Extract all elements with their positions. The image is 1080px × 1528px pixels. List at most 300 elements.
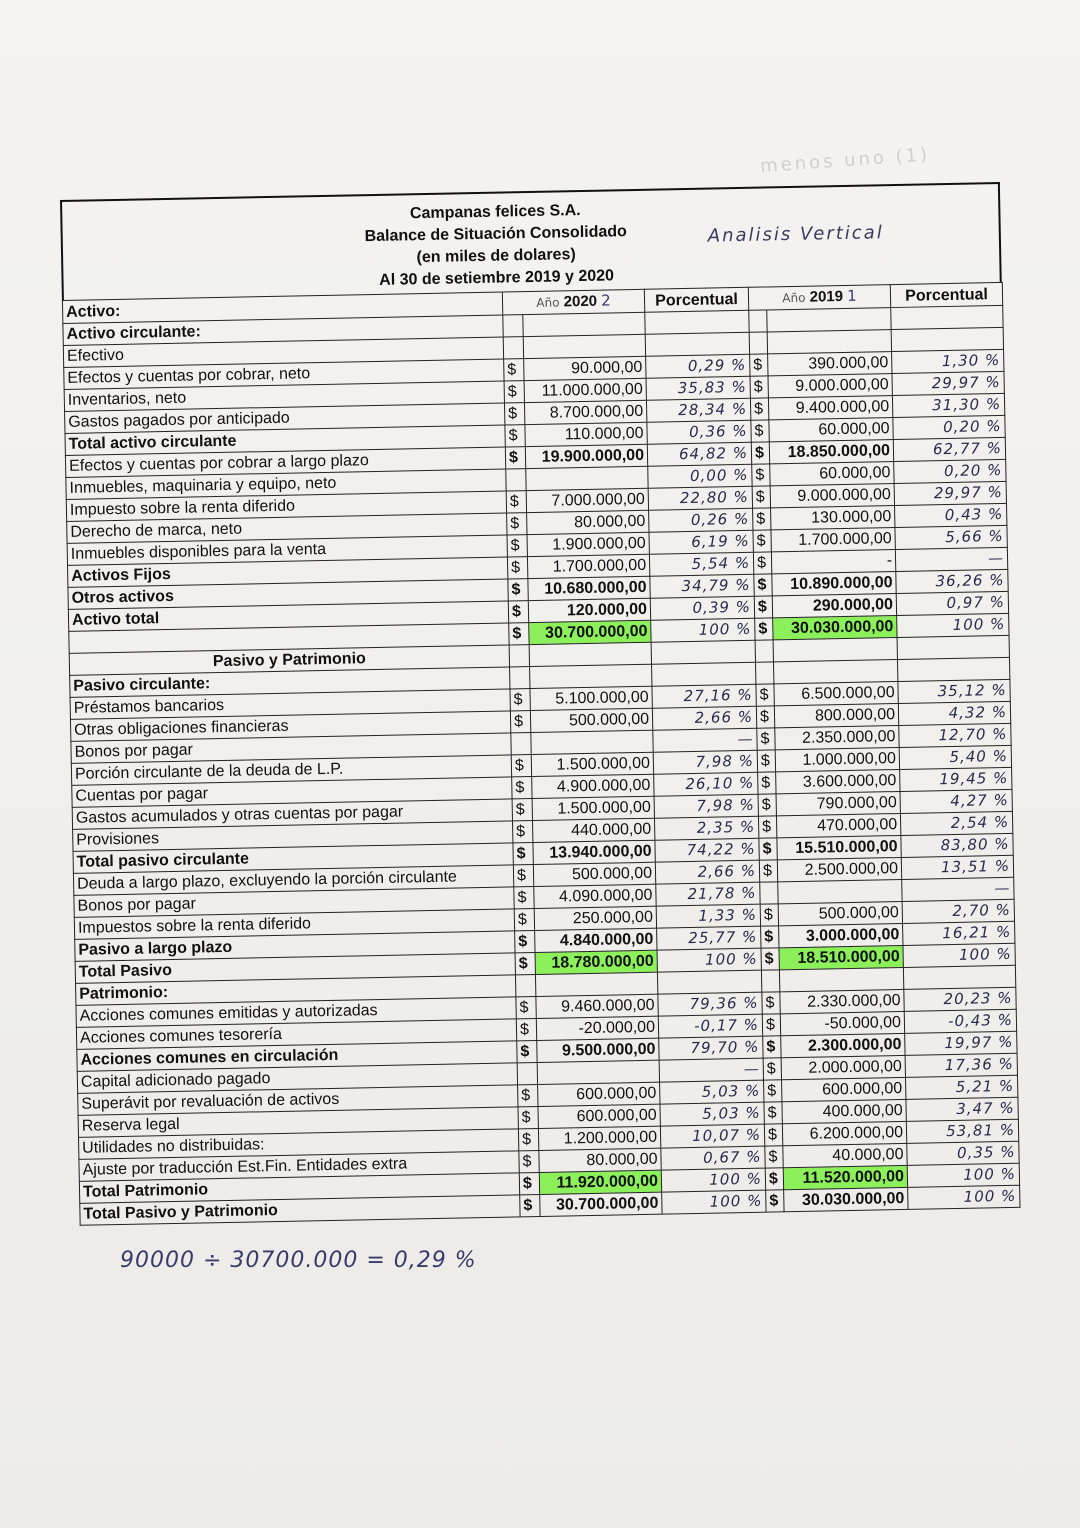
- row-label: Total Patrimonio: [79, 1173, 519, 1203]
- value-2020: [526, 466, 648, 490]
- year-2019-mark: 1: [847, 286, 857, 305]
- value-2019: 9.000.000,00: [770, 484, 894, 508]
- percent-2019: 31,30 %: [892, 393, 1004, 417]
- row-label: Deuda a largo plazo, excluyendo la porción circulante: [73, 865, 513, 895]
- row-label: Patrimonio:: [76, 975, 516, 1005]
- value-2020: 1.900.000,00: [527, 532, 649, 556]
- currency-2019: $: [762, 1014, 780, 1036]
- value-2020: 4.840.000,00: [535, 928, 657, 952]
- percent-2020: 2,35 %: [654, 816, 758, 840]
- year-2020-label: 2020: [563, 292, 598, 311]
- value-2019: 9.400.000,00: [768, 396, 892, 420]
- currency-2020: $: [514, 887, 534, 909]
- percent-2020: 0,36 %: [647, 420, 751, 444]
- currency-2019: $: [765, 1168, 783, 1190]
- percent-2020: 27,16 %: [652, 684, 756, 708]
- row-label: Total activo circulante: [65, 425, 505, 455]
- value-2019: 30.030.000,00: [784, 1187, 908, 1211]
- percent-2020: 5,54 %: [649, 552, 753, 576]
- currency-2019: $: [763, 1058, 781, 1080]
- value-2020: -20.000,00: [536, 1016, 658, 1040]
- percent-2020: 100 %: [661, 1168, 765, 1192]
- currency-2020: $: [508, 579, 528, 601]
- percent-2019: 0,20 %: [894, 459, 1006, 483]
- currency-2019: $: [760, 904, 778, 926]
- percent-2019: 0,97 %: [896, 591, 1008, 615]
- currency-2019: $: [765, 1146, 783, 1168]
- currency-2020: $: [512, 799, 532, 821]
- row-label: Cuentas por pagar: [72, 777, 512, 807]
- value-2019: [767, 330, 891, 354]
- percent-2019: —: [902, 877, 1014, 901]
- value-2019: [778, 879, 902, 903]
- row-label: Bonos por pagar: [74, 887, 514, 917]
- row-label: Activo total: [68, 601, 508, 631]
- currency-2019: $: [754, 596, 772, 618]
- value-2020: 90.000,00: [524, 356, 646, 380]
- value-2020: 30.700.000,00: [540, 1192, 662, 1216]
- percent-2020: 79,36 %: [658, 992, 762, 1016]
- value-2019: 3.000.000,00: [779, 923, 903, 947]
- percent-2019: 5,66 %: [895, 525, 1007, 549]
- value-2019: 1.000.000,00: [775, 747, 899, 771]
- row-label: Reserva legal: [78, 1107, 518, 1137]
- currency-2020: $: [507, 513, 527, 535]
- percent-2020: 5,03 %: [660, 1102, 764, 1126]
- year-2020-header: [502, 289, 644, 315]
- percent-2019: [897, 635, 1009, 659]
- year-2020-prefix: Año: [536, 295, 560, 310]
- currency-2019: $: [750, 398, 768, 420]
- currency-2020: $: [510, 711, 530, 733]
- row-label: Gastos acumulados y otras cuentas por pagar: [72, 799, 512, 829]
- currency-2019: $: [764, 1080, 782, 1102]
- title-box: [60, 182, 1002, 300]
- percent-2020: [645, 332, 749, 356]
- row-label: Pasivo a largo plazo: [75, 931, 515, 961]
- percent-2019: —: [895, 547, 1007, 571]
- currency-2019: $: [758, 794, 776, 816]
- currency-2020: [503, 315, 523, 337]
- currency-2020: [506, 469, 526, 491]
- percent-2020: 0,00 %: [648, 464, 752, 488]
- percent-2020: 74,22 %: [655, 838, 759, 862]
- value-2020: 500.000,00: [533, 862, 655, 886]
- currency-2020: $: [504, 403, 524, 425]
- currency-2020: $: [517, 1041, 537, 1063]
- corner-handwritten-note: menos uno (1): [759, 144, 931, 177]
- percent-2019: 62,77 %: [893, 437, 1005, 461]
- value-2020: 11.000.000,00: [524, 378, 646, 402]
- percent-2019: 12,70 %: [899, 723, 1011, 747]
- row-label: Derecho de marca, neto: [67, 513, 507, 543]
- currency-2020: $: [519, 1172, 539, 1194]
- value-2019: 290.000,00: [772, 594, 896, 618]
- balance-table-body: [62, 282, 1020, 1225]
- currency-2020: [515, 975, 535, 997]
- row-label: Inventarios, neto: [64, 381, 504, 411]
- currency-2019: $: [754, 574, 772, 596]
- percent-2020: [652, 662, 756, 686]
- value-2020: [523, 312, 645, 336]
- percent-2020: 100 %: [651, 618, 755, 642]
- value-2020: 13.940.000,00: [533, 840, 655, 864]
- currency-2020: $: [516, 1019, 536, 1041]
- analysis-handwritten-note: Analisis Vertical: [707, 222, 884, 247]
- percent-2020: 34,79 %: [650, 574, 754, 598]
- percent-2019: 5,40 %: [899, 745, 1011, 769]
- value-2019: 1.700.000,00: [771, 528, 895, 552]
- row-label: Pasivo y Patrimonio: [69, 645, 509, 675]
- value-2020: 1.500.000,00: [532, 796, 654, 820]
- row-label: Acciones comunes tesorería: [76, 1019, 516, 1049]
- value-2019: 2.000.000,00: [781, 1055, 905, 1079]
- percent-2020: 5,03 %: [660, 1080, 764, 1104]
- row-label: Utilidades no distribuidas:: [78, 1129, 518, 1159]
- value-2019: 10.890.000,00: [772, 572, 896, 596]
- currency-2019: $: [763, 1036, 781, 1058]
- value-2020: 80.000,00: [539, 1148, 661, 1172]
- value-2019: 2.300.000,00: [781, 1033, 905, 1057]
- value-2019: 6.200.000,00: [782, 1121, 906, 1145]
- value-2020: [529, 642, 651, 666]
- year-2020-mark: 2: [601, 291, 611, 310]
- year-2019-prefix: Año: [782, 290, 806, 306]
- currency-2019: $: [750, 376, 768, 398]
- percent-2019: 100 %: [908, 1185, 1020, 1209]
- units-subtitle: (en miles de dolares): [416, 246, 576, 267]
- percent-2019: 4,32 %: [898, 701, 1010, 725]
- percent-2019: 100 %: [897, 613, 1009, 637]
- currency-2020: $: [506, 491, 526, 513]
- currency-2019: $: [756, 684, 774, 706]
- percent-2019: 29,97 %: [894, 481, 1006, 505]
- currency-2019: $: [759, 860, 777, 882]
- row-label: Superávit por revaluación de activos: [78, 1085, 518, 1115]
- value-2019: [774, 660, 898, 684]
- currency-2020: $: [512, 777, 532, 799]
- row-label: Impuestos sobre la renta diferido: [74, 909, 514, 939]
- percent-2019: 83,80 %: [901, 833, 1013, 857]
- value-2020: 7.000.000,00: [526, 488, 648, 512]
- percent-2019: 19,45 %: [900, 767, 1012, 791]
- currency-2019: $: [757, 750, 775, 772]
- row-label: Inmuebles disponibles para la venta: [67, 535, 507, 565]
- percent-2019: 29,97 %: [892, 371, 1004, 395]
- percent-2020: 2,66 %: [655, 860, 759, 884]
- currency-2020: [517, 1062, 537, 1084]
- row-label: Efectos y cuentas por cobrar, neto: [64, 359, 504, 389]
- value-2019: 2.500.000,00: [777, 857, 901, 881]
- currency-2020: [510, 667, 530, 689]
- currency-2019: $: [766, 1190, 784, 1212]
- currency-2020: $: [516, 997, 536, 1019]
- value-2020: 9.500.000,00: [537, 1038, 659, 1062]
- row-label: Activo:: [62, 292, 502, 323]
- value-2020: 19.900.000,00: [525, 444, 647, 468]
- currency-2019: $: [764, 1102, 782, 1124]
- currency-2019: [761, 970, 779, 992]
- currency-2020: [509, 645, 529, 667]
- percent-2019: 4,27 %: [900, 789, 1012, 813]
- currency-2019: $: [750, 354, 768, 376]
- value-2019: 390.000,00: [768, 352, 892, 376]
- currency-2019: $: [752, 464, 770, 486]
- date-subtitle: Al 30 de setiembre 2019 y 2020: [379, 267, 615, 289]
- currency-2020: $: [510, 689, 530, 711]
- value-2019: -: [771, 550, 895, 574]
- currency-2019: [749, 310, 767, 332]
- currency-2020: [503, 337, 523, 359]
- row-label: Total Pasivo y Patrimonio: [80, 1195, 520, 1225]
- value-2019: 3.600.000,00: [776, 769, 900, 793]
- value-2020: 18.780.000,00: [535, 950, 657, 974]
- percent-2020: 79,70 %: [659, 1036, 763, 1060]
- percent-2019: 100 %: [907, 1163, 1019, 1187]
- currency-2019: $: [753, 552, 771, 574]
- value-2019: [779, 967, 903, 991]
- currency-2020: $: [513, 843, 533, 865]
- currency-2020: $: [508, 601, 528, 623]
- title-block: [62, 192, 1000, 298]
- value-2019: 2.330.000,00: [780, 989, 904, 1013]
- currency-2019: $: [752, 486, 770, 508]
- percent-2020: 2,66 %: [652, 706, 756, 730]
- percent-2019: 2,70 %: [902, 899, 1014, 923]
- value-2020: 120.000,00: [528, 598, 650, 622]
- currency-2020: $: [513, 865, 533, 887]
- value-2020: 600.000,00: [538, 1104, 660, 1128]
- value-2020: [531, 730, 653, 754]
- value-2019: [767, 308, 891, 332]
- value-2019: 60.000,00: [770, 462, 894, 486]
- currency-2019: [755, 640, 773, 662]
- percent-2019: 13,51 %: [901, 855, 1013, 879]
- currency-2019: $: [764, 1124, 782, 1146]
- percent-2019: 3,47 %: [906, 1097, 1018, 1121]
- row-label: Activo circulante:: [63, 315, 503, 345]
- currency-2020: $: [505, 447, 525, 469]
- percent-2019: 35,12 %: [898, 679, 1010, 703]
- currency-2020: $: [504, 359, 524, 381]
- currency-2020: $: [515, 931, 535, 953]
- value-2020: 600.000,00: [538, 1082, 660, 1106]
- value-2020: 1.500.000,00: [531, 752, 653, 776]
- percent-2019: 1,30 %: [892, 349, 1004, 373]
- value-2019: 11.520.000,00: [783, 1165, 907, 1189]
- bottom-handwritten-calculation: 90000 ÷ 30700.000 = 0,29 %: [120, 1248, 477, 1273]
- value-2019: -50.000,00: [780, 1011, 904, 1035]
- currency-2019: $: [753, 530, 771, 552]
- percent-2020: 64,82 %: [647, 442, 751, 466]
- row-label: Préstamos bancarios: [70, 689, 510, 719]
- value-2020: 1.700.000,00: [527, 554, 649, 578]
- currency-2019: $: [758, 772, 776, 794]
- percent-2019: 0,43 %: [895, 503, 1007, 527]
- percent-2020: 100 %: [657, 948, 761, 972]
- currency-2020: $: [518, 1106, 538, 1128]
- currency-2020: [511, 733, 531, 755]
- currency-2020: $: [519, 1150, 539, 1172]
- currency-2019: $: [758, 816, 776, 838]
- year-2019-header: [748, 285, 890, 311]
- percent-2020: 10,07 %: [660, 1124, 764, 1148]
- value-2019: 800.000,00: [774, 703, 898, 727]
- currency-2019: $: [753, 508, 771, 530]
- value-2020: 80.000,00: [527, 510, 649, 534]
- currency-2020: $: [507, 557, 527, 579]
- currency-2020: $: [515, 953, 535, 975]
- percent-2020: 100 %: [662, 1190, 766, 1214]
- balance-sheet: [60, 182, 1020, 1226]
- value-2020: 1.200.000,00: [538, 1126, 660, 1150]
- row-label: Activos Fijos: [68, 557, 508, 587]
- percent-2020: 35,83 %: [646, 376, 750, 400]
- currency-2019: $: [751, 442, 769, 464]
- value-2019: 500.000,00: [778, 901, 902, 925]
- percent-2020: 0,29 %: [646, 354, 750, 378]
- statement-title: Balance de Situación Consolidado: [364, 223, 627, 246]
- currency-2019: $: [756, 706, 774, 728]
- value-2019: 15.510.000,00: [777, 835, 901, 859]
- percent-2020: [645, 310, 749, 334]
- percent-2020: 21,78 %: [656, 882, 760, 906]
- currency-2020: $: [507, 535, 527, 557]
- value-2019: 400.000,00: [782, 1099, 906, 1123]
- percent-2020: 28,34 %: [646, 398, 750, 422]
- row-label: Gastos pagados por anticipado: [65, 403, 505, 433]
- percent-2019: [903, 965, 1015, 989]
- currency-2019: $: [761, 926, 779, 948]
- pct-2020-header: Porcentual: [644, 287, 748, 312]
- percent-2019: 36,26 %: [896, 569, 1008, 593]
- percent-2019: 16,21 %: [903, 921, 1015, 945]
- currency-2020: $: [505, 425, 525, 447]
- value-2019: 30.030.000,00: [773, 616, 897, 640]
- currency-2020: $: [514, 909, 534, 931]
- value-2019: 9.000.000,00: [768, 374, 892, 398]
- percent-2019: 0,35 %: [907, 1141, 1019, 1165]
- row-label: Acciones comunes en circulación: [77, 1041, 517, 1071]
- value-2020: 10.680.000,00: [528, 576, 650, 600]
- row-label: Impuesto sobre la renta diferido: [66, 491, 506, 521]
- value-2019: 6.500.000,00: [774, 682, 898, 706]
- value-2020: 9.460.000,00: [536, 994, 658, 1018]
- currency-2020: $: [513, 821, 533, 843]
- balance-table: [62, 282, 1021, 1226]
- row-label: Bonos por pagar: [71, 733, 511, 763]
- currency-2020: $: [509, 623, 529, 645]
- value-2020: [535, 972, 657, 996]
- currency-2019: [760, 882, 778, 904]
- currency-2020: $: [511, 755, 531, 777]
- row-label: Ajuste por traducción Est.Fin. Entidades extra: [79, 1151, 519, 1181]
- value-2019: 790.000,00: [776, 791, 900, 815]
- currency-2020: $: [504, 381, 524, 403]
- row-label: Total pasivo circulante: [73, 843, 513, 873]
- percent-2019: 2,54 %: [900, 811, 1012, 835]
- percent-2020: 6,19 %: [649, 530, 753, 554]
- value-2019: 60.000,00: [769, 418, 893, 442]
- percent-2020: 0,39 %: [650, 596, 754, 620]
- row-label: Acciones comunes emitidas y autorizadas: [76, 997, 516, 1027]
- row-label: Efectos y cuentas por cobrar a largo plazo: [65, 447, 505, 477]
- value-2020: 30.700.000,00: [529, 620, 651, 644]
- company-name: Campanas felices S.A.: [409, 202, 581, 223]
- value-2020: 4.090.000,00: [534, 884, 656, 908]
- percent-2019: [891, 305, 1003, 329]
- currency-2019: $: [751, 420, 769, 442]
- value-2020: 500.000,00: [530, 708, 652, 732]
- row-label: Inmuebles, maquinaria y equipo, neto: [66, 469, 506, 499]
- percent-2020: 7,98 %: [653, 750, 757, 774]
- percent-2020: 22,80 %: [648, 486, 752, 510]
- value-2019: [773, 638, 897, 662]
- percent-2020: 25,77 %: [657, 926, 761, 950]
- currency-2020: $: [518, 1084, 538, 1106]
- currency-2020: $: [518, 1128, 538, 1150]
- percent-2020: —: [659, 1058, 763, 1082]
- percent-2020: 1,33 %: [656, 904, 760, 928]
- currency-2019: $: [759, 838, 777, 860]
- value-2020: 440.000,00: [532, 818, 654, 842]
- percent-2019: 20,23 %: [904, 987, 1016, 1011]
- percent-2019: -0,43 %: [904, 1009, 1016, 1033]
- currency-2019: $: [761, 948, 779, 970]
- percent-2020: [651, 640, 755, 664]
- value-2019: 40.000,00: [783, 1143, 907, 1167]
- value-2020: [530, 664, 652, 688]
- value-2020: 5.100.000,00: [530, 686, 652, 710]
- value-2020: 250.000,00: [534, 906, 656, 930]
- pct-2019-header: Porcentual: [890, 282, 1002, 307]
- value-2019: 600.000,00: [782, 1077, 906, 1101]
- row-label: Provisiones: [73, 821, 513, 851]
- value-2019: 130.000,00: [771, 506, 895, 530]
- currency-2019: [756, 662, 774, 684]
- percent-2020: —: [653, 728, 757, 752]
- row-label: Porción circulante de la deuda de L.P.: [71, 755, 511, 785]
- row-label: Total Pasivo: [75, 953, 515, 983]
- value-2020: [537, 1060, 659, 1084]
- percent-2020: 0,26 %: [649, 508, 753, 532]
- currency-2019: $: [762, 992, 780, 1014]
- row-label: Efectivo: [63, 337, 503, 367]
- value-2019: 2.350.000,00: [775, 725, 899, 749]
- percent-2019: 19,97 %: [905, 1031, 1017, 1055]
- currency-2019: [749, 332, 767, 354]
- row-label: Otros activos: [68, 579, 508, 609]
- currency-2019: $: [755, 618, 773, 640]
- currency-2019: $: [757, 728, 775, 750]
- percent-2020: 26,10 %: [654, 772, 758, 796]
- value-2019: 18.850.000,00: [769, 440, 893, 464]
- percent-2019: 17,36 %: [905, 1053, 1017, 1077]
- percent-2019: 100 %: [903, 943, 1015, 967]
- value-2020: 4.900.000,00: [532, 774, 654, 798]
- row-label: Pasivo circulante:: [70, 667, 510, 697]
- row-label: Otras obligaciones financieras: [70, 711, 510, 741]
- value-2020: 110.000,00: [525, 422, 647, 446]
- year-2019-label: 2019: [809, 287, 844, 306]
- value-2019: 470.000,00: [776, 813, 900, 837]
- percent-2019: [898, 657, 1010, 681]
- value-2020: 11.920.000,00: [539, 1170, 661, 1194]
- value-2019: 18.510.000,00: [779, 945, 903, 969]
- value-2020: [523, 334, 645, 358]
- percent-2020: 7,98 %: [654, 794, 758, 818]
- percent-2020: -0,17 %: [658, 1014, 762, 1038]
